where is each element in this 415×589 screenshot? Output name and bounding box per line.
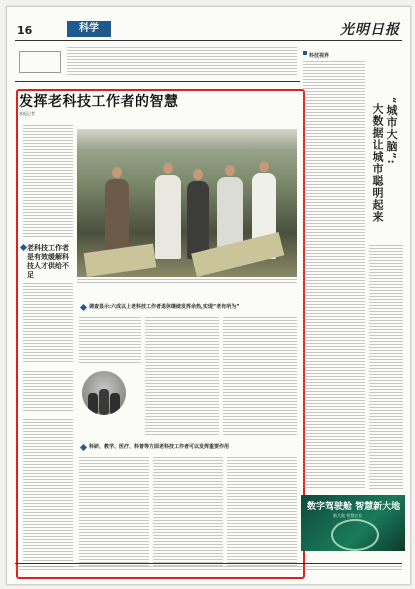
right-column-text-2 — [369, 245, 403, 489]
article-text-column-1c — [23, 371, 73, 411]
advertisement-banner — [301, 495, 405, 551]
article-text-column-1 — [23, 125, 73, 237]
header-rule — [15, 40, 402, 41]
subhead-roles: 科研、教学、医疗、科普等方面老科技工作者可以发挥重要作用 — [89, 444, 230, 450]
ad-graphic — [331, 519, 379, 551]
ad-title: 数字驾驶舱 智慧新大地 — [307, 502, 401, 512]
subhead-survey: 调查显示:六成以上老科技工作者退休继续发挥余热,实现“老有所为” — [89, 304, 240, 310]
article-headline: 发挥老科技工作者的智慧 — [19, 94, 179, 110]
right-column-title: “城市大脑”: — [385, 97, 398, 165]
article-text-column-1b — [23, 283, 73, 363]
sidebar-heading: 老科技工作者是有效缓解科技人才供给不足 — [27, 243, 69, 279]
right-column-text — [303, 61, 365, 489]
article-text-column-1d — [23, 419, 73, 567]
footer-text — [15, 566, 402, 571]
group-portrait-photo — [82, 371, 126, 415]
article-text-column-3 — [145, 317, 219, 437]
article-text-column-6 — [153, 457, 223, 567]
ad-subtitle: 新大地 智慧农业 — [333, 513, 363, 518]
footer-rule — [15, 563, 402, 564]
column-marker-icon — [303, 51, 307, 55]
article-text-column-5 — [79, 457, 149, 567]
editor-note-box — [19, 51, 61, 73]
newspaper-page — [6, 6, 411, 585]
right-column-label: 科技视界 — [309, 53, 330, 59]
article-byline: 本报记者 — [19, 111, 35, 116]
article-text-column-4 — [223, 317, 297, 437]
article-text-column-7 — [227, 457, 297, 567]
editor-note-text — [67, 47, 297, 75]
section-tab: 科学 — [67, 21, 111, 37]
page-number: 16 — [17, 24, 33, 37]
right-column-subtitle: 大数据让城市聪明起来 — [371, 103, 384, 223]
article-text-column-2 — [79, 317, 141, 365]
photo-caption — [77, 279, 297, 285]
intro-rule — [15, 81, 300, 82]
field-visit-photo — [77, 129, 297, 277]
masthead: 光明日报 — [340, 22, 400, 38]
